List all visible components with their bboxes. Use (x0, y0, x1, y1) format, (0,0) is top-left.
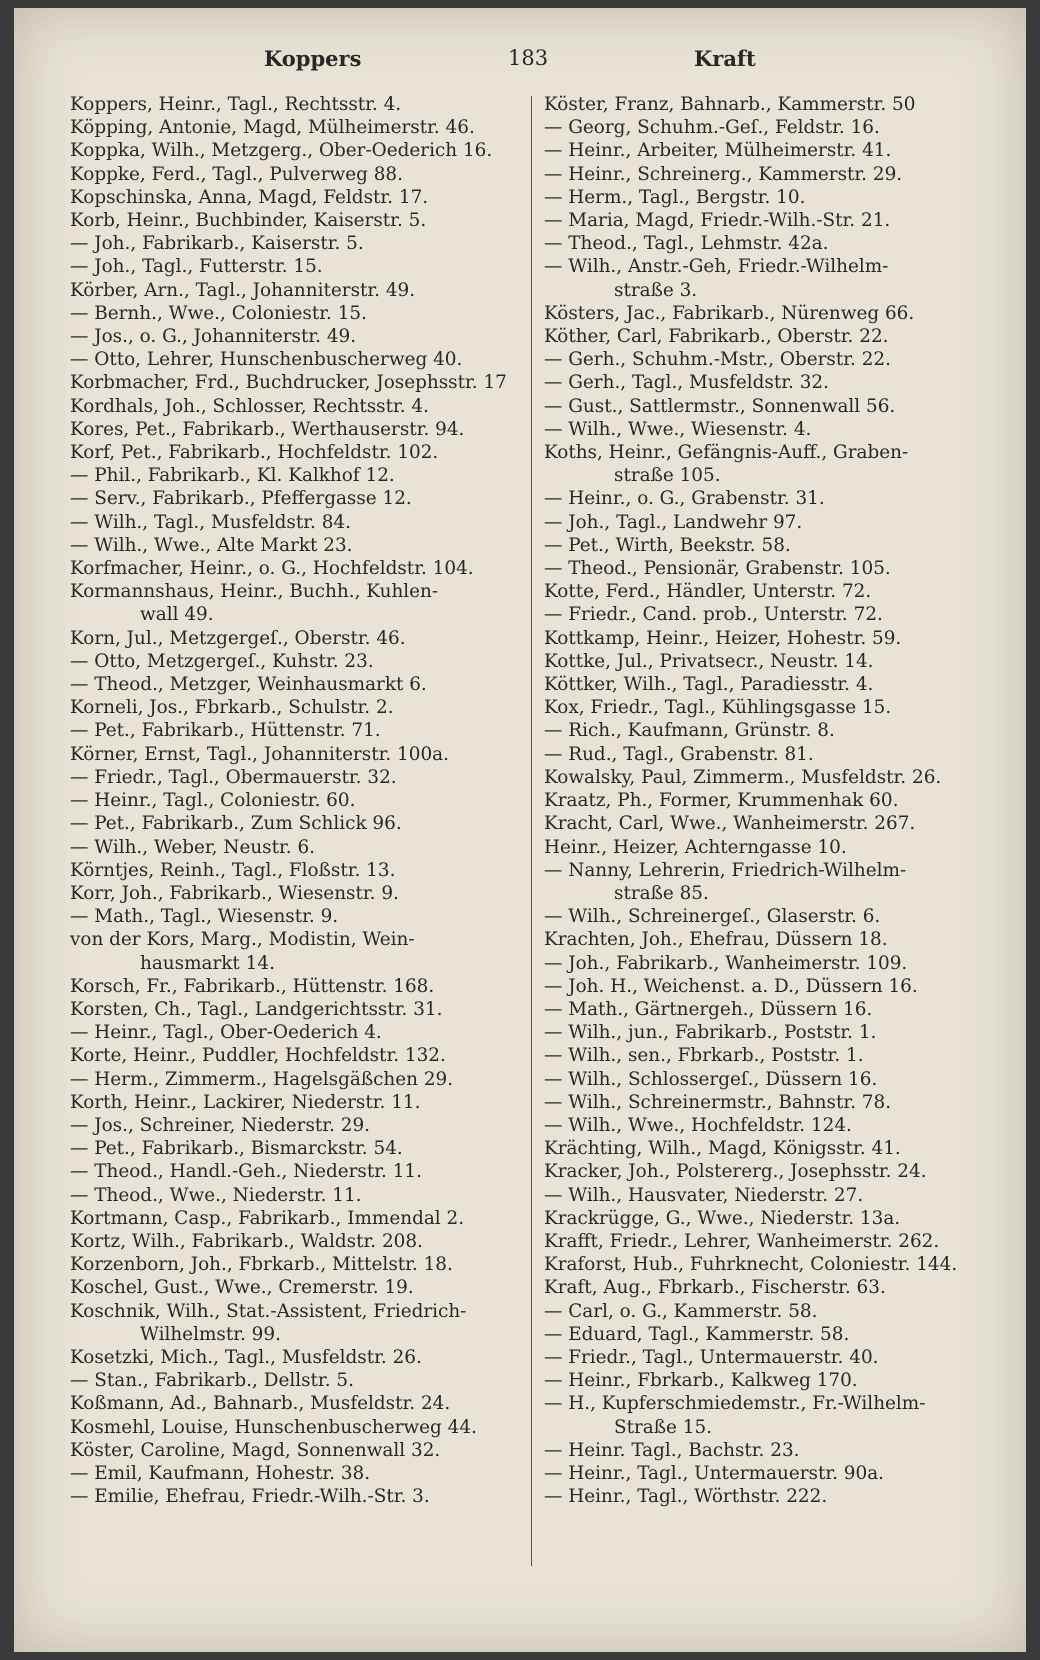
directory-entry: Koppers, Heinr., Tagl., Rechtsstr. 4. (70, 94, 402, 115)
directory-entry: Kowalsky, Paul, Zimmerm., Musfeldstr. 26. (544, 766, 942, 788)
directory-entry: — Wilh., Schlossergeſ., Düssern 16. (544, 1068, 878, 1090)
directory-entry: — Herm., Tagl., Bergstr. 10. (544, 186, 806, 208)
directory-entry: — Theod., Pensionär, Grabenstr. 105. (544, 558, 891, 580)
directory-entry: — Serv., Fabrikarb., Pfeffergasse 12. (70, 488, 412, 510)
directory-entry: — Friedr., Cand. prob., Unterstr. 72. (544, 604, 883, 626)
directory-entry: — Math., Tagl., Wiesenstr. 9. (70, 906, 339, 928)
directory-entry: — Rich., Kaufmann, Grünstr. 8. (544, 720, 835, 742)
directory-entry: — Wilh., Schreinergeſ., Glaserstr. 6. (544, 906, 881, 928)
directory-entry: — Bernh., Wwe., Coloniestr. 15. (70, 302, 367, 324)
directory-entry: Korte, Heinr., Puddler, Hochfeldstr. 132. (70, 1045, 446, 1067)
directory-entry: Kottkamp, Heinr., Heizer, Hohestr. 59. (544, 627, 902, 649)
directory-entry: Korth, Heinr., Lackirer, Niederstr. 11. (70, 1091, 421, 1113)
directory-entry: Kraatz, Ph., Former, Krummenhak 60. (544, 790, 899, 812)
directory-entry: Kosmehl, Louise, Hunschenbuscherweg 44. (70, 1416, 477, 1438)
directory-entry: Kosetzki, Mich., Tagl., Musfeldstr. 26. (70, 1346, 422, 1368)
directory-entry: — Heinr., Tagl., Wörthstr. 222. (544, 1486, 828, 1508)
directory-entry: Körber, Arn., Tagl., Johanniterstr. 49. (70, 279, 416, 301)
directory-entry: Korfmacher, Heinr., o. G., Hochfeldstr. 104. (70, 558, 474, 580)
directory-entry: — Joh., Tagl., Landwehr 97. (544, 511, 803, 533)
directory-entry: Krackrügge, G., Wwe., Niederstr. 13a. (544, 1207, 901, 1229)
directory-entry: Kox, Friedr., Tagl., Kühlingsgasse 15. (544, 697, 892, 719)
page-number: 183 (508, 46, 549, 70)
directory-entry: — Stan., Fabrikarb., Dellstr. 5. (70, 1370, 354, 1392)
directory-entry: — Wilh., Anstr.-Geh, Friedr.-Wilhelm- (544, 256, 889, 278)
directory-entry: — Joh., Tagl., Futterstr. 15. (70, 256, 323, 278)
directory-entry: Köster, Franz, Bahnarb., Kammerstr. 50 (544, 94, 916, 115)
directory-entry: Köttker, Wilh., Tagl., Paradiesstr. 4. (544, 674, 874, 696)
directory-entry-continuation: Straße 15. (614, 1416, 713, 1438)
directory-entry: — Gerh., Schuhm.-Mstr., Oberstr. 22. (544, 349, 891, 371)
directory-entry: Kottke, Jul., Privatsecr., Neustr. 14. (544, 650, 874, 672)
directory-entry: — H., Kupferschmiedemstr., Fr.-Wilhelm- (544, 1393, 926, 1415)
directory-entry: — Math., Gärtnergeh., Düssern 16. (544, 998, 873, 1020)
directory-entry: — Theod., Handl.-Geh., Niederstr. 11. (70, 1161, 422, 1183)
directory-page (14, 8, 1026, 1652)
directory-entry: Koppke, Ferd., Tagl., Pulverweg 88. (70, 163, 403, 185)
directory-entry: — Jos., o. G., Johanniterstr. 49. (70, 326, 357, 348)
directory-entry: — Emil, Kaufmann, Hohestr. 38. (70, 1462, 371, 1484)
directory-entry: — Pet., Fabrikarb., Hüttenstr. 71. (70, 720, 381, 742)
directory-entry: Heinr., Heizer, Achterngasse 10. (544, 836, 847, 858)
directory-entry: — Eduard, Tagl., Kammerstr. 58. (544, 1323, 850, 1345)
directory-entry: — Pet., Fabrikarb., Zum Schlick 96. (70, 813, 402, 835)
directory-entry: Korneli, Jos., Fbrkarb., Schulstr. 2. (70, 697, 394, 719)
directory-entry: — Wilh., Wwe., Alte Markt 23. (70, 534, 353, 556)
directory-entry: — Wilh., Tagl., Musfeldstr. 84. (70, 511, 351, 533)
directory-entry: Krafft, Friedr., Lehrer, Wanheimerstr. 262. (544, 1230, 940, 1252)
directory-entry-continuation: straße 3. (614, 279, 698, 301)
directory-entry: Kormannshaus, Heinr., Buchh., Kuhlen- (70, 581, 439, 603)
directory-entry: Koppka, Wilh., Metzgerg., Ober-Oederich 16. (70, 140, 493, 162)
directory-entry: — Wilh., Weber, Neustr. 6. (70, 836, 316, 858)
directory-entry: Korbmacher, Frd., Buchdrucker, Josephsstr. 17 (70, 372, 507, 394)
directory-entry: — Joh., Fabrikarb., Wanheimerstr. 109. (544, 952, 908, 974)
directory-entry: Köster, Caroline, Magd, Sonnenwall 32. (70, 1439, 441, 1461)
directory-entry: — Nanny, Lehrerin, Friedrich-Wilhelm- (544, 859, 907, 881)
directory-entry: — Heinr., Arbeiter, Mülheimerstr. 41. (544, 140, 892, 162)
directory-entry: Kracker, Joh., Polstererg., Josephsstr. 24. (544, 1161, 927, 1183)
directory-entry: — Rud., Tagl., Grabenstr. 81. (544, 743, 814, 765)
directory-entry: — Carl, o. G., Kammerstr. 58. (544, 1300, 818, 1322)
directory-entry: Kraforst, Hub., Fuhrknecht, Coloniestr. 144. (544, 1254, 958, 1276)
directory-entry: Koßmann, Ad., Bahnarb., Musfeldstr. 24. (70, 1393, 451, 1415)
directory-entry: — Wilh., jun., Fabrikarb., Poststr. 1. (544, 1022, 877, 1044)
directory-entry: Korf, Pet., Fabrikarb., Hochfeldstr. 102. (70, 442, 439, 464)
directory-entry: Krachten, Joh., Ehefrau, Düssern 18. (544, 929, 888, 951)
directory-entry: — Friedr., Tagl., Obermauerstr. 32. (70, 766, 397, 788)
directory-entry: Kraft, Aug., Fbrkarb., Fischerstr. 63. (544, 1277, 886, 1299)
directory-entry-continuation: Wilhelmstr. 99. (140, 1323, 281, 1345)
directory-entry: — Gust., Sattlermstr., Sonnenwall 56. (544, 395, 896, 417)
header-left-keyword: Koppers (264, 46, 362, 71)
directory-entry: Kösters, Jac., Fabrikarb., Nürenweg 66. (544, 302, 915, 324)
directory-entry: Kores, Pet., Fabrikarb., Werthauserstr. 94. (70, 418, 465, 440)
directory-entry-continuation: straße 105. (614, 465, 721, 487)
directory-entry: Krächting, Wilh., Magd, Königsstr. 41. (544, 1138, 901, 1160)
directory-entry: Kracht, Carl, Wwe., Wanheimerstr. 267. (544, 813, 916, 835)
directory-entry: — Joh. H., Weichenst. a. D., Düssern 16. (544, 975, 918, 997)
header-right-keyword: Kraft (694, 46, 756, 71)
directory-entry: — Wilh., Hausvater, Niederstr. 27. (544, 1184, 864, 1206)
directory-entry: — Theod., Metzger, Weinhausmarkt 6. (70, 674, 427, 696)
directory-entry: — Otto, Metzgergeſ., Kuhstr. 23. (70, 650, 374, 672)
directory-entry: Korsch, Fr., Fabrikarb., Hüttenstr. 168. (70, 975, 435, 997)
directory-entry: — Emilie, Ehefrau, Friedr.-Wilh.-Str. 3. (70, 1486, 430, 1508)
directory-entry-continuation: straße 85. (614, 882, 709, 904)
directory-entry: Korr, Joh., Fabrikarb., Wiesenstr. 9. (70, 882, 399, 904)
directory-entry: — Friedr., Tagl., Untermauerstr. 40. (544, 1346, 879, 1368)
directory-entry: Kortz, Wilh., Fabrikarb., Waldstr. 208. (70, 1230, 423, 1252)
directory-entry: Koths, Heinr., Gefängnis-Auff., Graben- (544, 442, 909, 464)
directory-entry: Köpping, Antonie, Magd, Mülheimerstr. 46. (70, 117, 475, 139)
directory-entry: Korb, Heinr., Buchbinder, Kaiserstr. 5. (70, 210, 427, 232)
directory-entry: Korsten, Ch., Tagl., Landgerichtsstr. 31. (70, 998, 443, 1020)
directory-entry: — Theod., Tagl., Lehmstr. 42a. (544, 233, 829, 255)
directory-entry: — Gerh., Tagl., Musfeldstr. 32. (544, 372, 829, 394)
directory-entry: — Heinr., Tagl., Coloniestr. 60. (70, 790, 356, 812)
directory-entry: — Georg, Schuhm.-Geſ., Feldstr. 16. (544, 117, 880, 139)
directory-entry: — Joh., Fabrikarb., Kaiserstr. 5. (70, 233, 364, 255)
directory-entry: — Jos., Schreiner, Niederstr. 29. (70, 1114, 370, 1136)
directory-entry-continuation: wall 49. (140, 604, 214, 626)
directory-entry: Kortmann, Casp., Fabrikarb., Immendal 2. (70, 1207, 465, 1229)
right-column (544, 93, 994, 1508)
directory-entry: — Heinr., Tagl., Ober-Oederich 4. (70, 1022, 382, 1044)
directory-entry: — Heinr., Fbrkarb., Kalkweg 170. (544, 1370, 858, 1392)
directory-entry: — Heinr., Tagl., Untermauerstr. 90a. (544, 1462, 885, 1484)
directory-entry: Kordhals, Joh., Schlosser, Rechtsstr. 4. (70, 395, 429, 417)
directory-entry: — Phil., Fabrikarb., Kl. Kalkhof 12. (70, 465, 395, 487)
directory-entry: — Maria, Magd, Friedr.-Wilh.-Str. 21. (544, 210, 891, 232)
directory-entry: — Pet., Wirth, Beekstr. 58. (544, 534, 791, 556)
directory-entry: — Theod., Wwe., Niederstr. 11. (70, 1184, 362, 1206)
directory-entry: Koschnik, Wilh., Stat.-Assistent, Friedrich- (70, 1300, 467, 1322)
directory-entry: — Heinr., o. G., Grabenstr. 31. (544, 488, 825, 510)
directory-entry: — Wilh., Wwe., Hochfeldstr. 124. (544, 1114, 852, 1136)
directory-entry: — Otto, Lehrer, Hunschenbuscherweg 40. (70, 349, 463, 371)
directory-entry: Kopschinska, Anna, Magd, Feldstr. 17. (70, 186, 429, 208)
directory-entry: — Wilh., Schreinermstr., Bahnstr. 78. (544, 1091, 892, 1113)
directory-entry-continuation: hausmarkt 14. (140, 952, 275, 974)
page-header (14, 40, 1026, 80)
directory-entry: — Herm., Zimmerm., Hagelsgäßchen 29. (70, 1068, 454, 1090)
directory-entry: — Wilh., Wwe., Wiesenstr. 4. (544, 418, 812, 440)
directory-entry: — Heinr., Schreinerg., Kammerstr. 29. (544, 163, 903, 185)
left-column (70, 93, 520, 1508)
directory-entry: Kotte, Ferd., Händler, Unterstr. 72. (544, 581, 872, 603)
directory-entry: — Wilh., sen., Fbrkarb., Poststr. 1. (544, 1045, 864, 1067)
directory-entry: von der Kors, Marg., Modistin, Wein- (70, 929, 415, 951)
column-divider (531, 96, 532, 1566)
directory-entry: Koschel, Gust., Wwe., Cremerstr. 19. (70, 1277, 414, 1299)
directory-entry: Korzenborn, Joh., Fbrkarb., Mittelstr. 18. (70, 1254, 453, 1276)
directory-entry: Köther, Carl, Fabrikarb., Oberstr. 22. (544, 326, 889, 348)
directory-entry: Korn, Jul., Metzgergeſ., Oberstr. 46. (70, 627, 406, 649)
directory-entry: — Pet., Fabrikarb., Bismarckstr. 54. (70, 1138, 403, 1160)
directory-entry: — Heinr. Tagl., Bachstr. 23. (544, 1439, 800, 1461)
directory-entry: Körner, Ernst, Tagl., Johanniterstr. 100a. (70, 743, 449, 765)
directory-entry: Körntjes, Reinh., Tagl., Floßstr. 13. (70, 859, 396, 881)
